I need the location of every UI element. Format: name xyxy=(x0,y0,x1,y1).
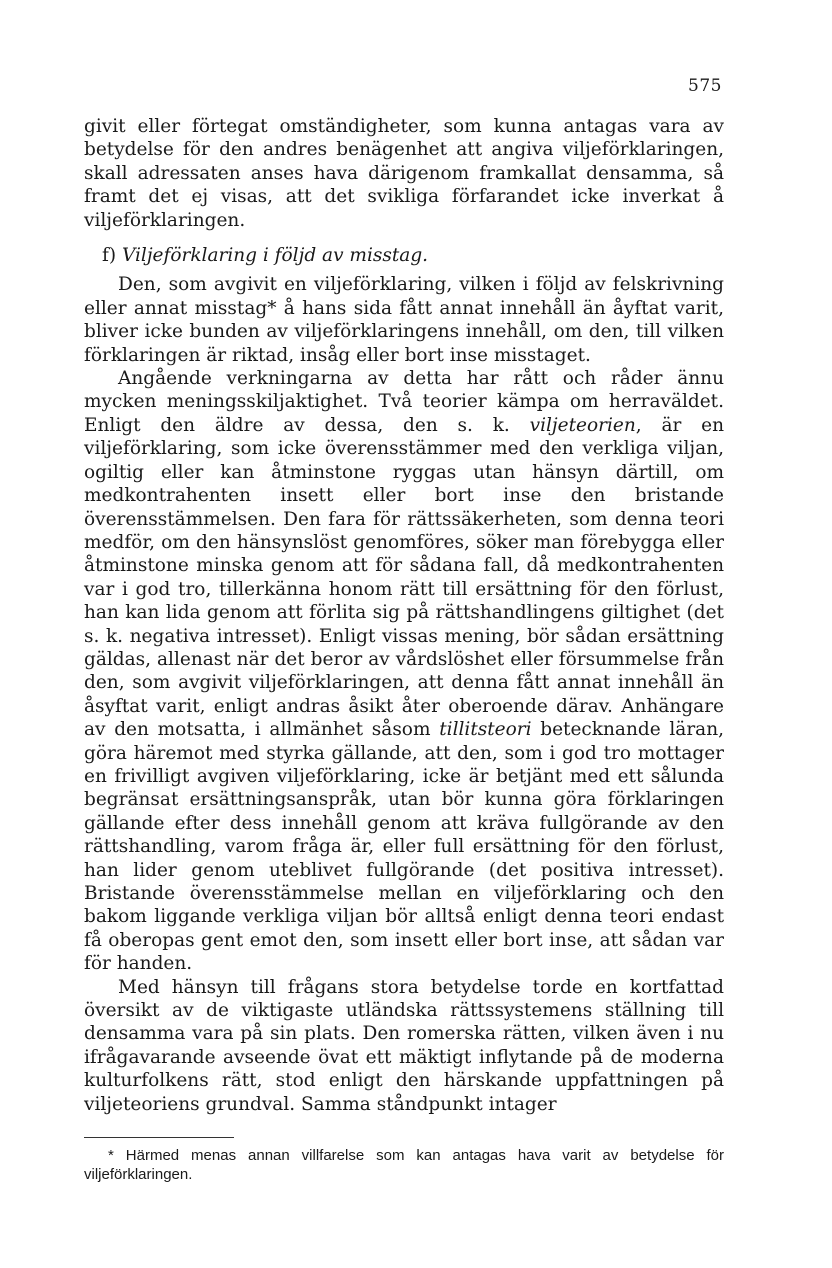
paragraph-theories-part-2: , är en viljeförklaring, som icke överensstämmer med den verkliga viljan, ogiltig eller kan åtminstone ryggas utan hänsyn därtill, om medkontrahenten insett eller bort inse den bristande överensstämmelsen. Den fara för rättssäkerheten, som denna teori medför, om den hänsynslöst genomföres, söker man förebygga eller åtminstone minska genom att för sådana fall, då medkontrahenten var i god tro, tillerkänna honom rätt till ersättning för den förlust, han kan lida genom att förlita sig på rättshandlingens giltighet (det s. k. negativa intresset). Enligt vissas mening, bör sådan ersättning gäldas, allenast när det beror av vårdslöshet eller försummelse från den, som avgivit viljeförklaringen, att denna fått annat innehåll än åsyftat varit, enligt andras åsikt åter oberoende därav. Anhängare av den motsatta, i allmänhet såsom xyxy=(84,414,724,741)
term-tillitsteori: tillitsteori xyxy=(439,719,532,741)
paragraph-rule: Den, som avgivit en viljeförklaring, vilken i följd av felskrivning eller annat misstag* å hans sida fått annat innehåll än åyftat varit, bliver icke bunden av viljeförklaringens innehåll, om den, till vilken förklaringen är riktad, insåg eller bort inse misstaget. xyxy=(84,274,724,366)
paragraph-overview: Med hänsyn till frågans stora betydelse torde en kortfattad översikt av de viktigaste utländska rättssystemens ställning till densamma vara på sin plats. Den romerska rätten, vilken även i nu ifrågavarande avseende övat ett mäktigt inflytande på de moderna kulturfolkens rätt, stod enligt den härskande uppfattningen på viljeteoriens grundval. Samma ståndpunkt intager xyxy=(84,976,724,1115)
paragraph-theories xyxy=(84,367,724,976)
section-heading xyxy=(102,244,724,267)
footnote xyxy=(84,1146,724,1184)
page-number: 575 xyxy=(688,76,722,96)
footnote-divider xyxy=(84,1137,234,1138)
paragraph-continuation: givit eller förtegat omständigheter, som kunna antagas vara av betydelse för den andres benägenhet att angiva viljeförklaringen, skall adressaten anses hava därigenom framkallat densamma, så framt det ej visas, att det svikliga förfarandet icke inverkat å viljeförklaringen. xyxy=(84,116,724,231)
body-text xyxy=(84,115,724,1116)
paragraph-theories-part-3: betecknande läran, göra häremot med styrka gällande, att den, som i god tro mottager en frivilligt avgiven viljeförklaring, icke är betjänt med ett sålunda begränsat ersättningsanspråk, utan bör kunna göra förklaringen gällande efter dess innehåll genom att kräva fullgörande av den rättshandling, varom fråga är, eller full ersättning för den förlust, han lider genom uteblivet fullgörande (det positiva intresset). Bristande överensstämmelse mellan en viljeförklaring och den bakom liggande verkliga viljan bör alltså enligt denna teori endast få oberopas gent emot den, som insett eller bort inse, att sådan var för handen. xyxy=(84,719,724,975)
section-heading-title: Viljeförklaring i följd av misstag. xyxy=(121,245,429,267)
section-heading-prefix: f) xyxy=(102,245,122,267)
term-viljeteorien: viljeteorien xyxy=(529,414,636,436)
footnote-text: * Härmed menas annan villfarelse som kan antagas hava varit av betydelse för viljeförklaringen. xyxy=(84,1147,724,1183)
paragraph-theories-part-1: Angående verkningarna av detta har rått och råder ännu mycken meningsskiljaktighet. Två teorier kämpa om herraväldet. Enligt den äldre av dessa, den s. k. xyxy=(84,368,724,436)
